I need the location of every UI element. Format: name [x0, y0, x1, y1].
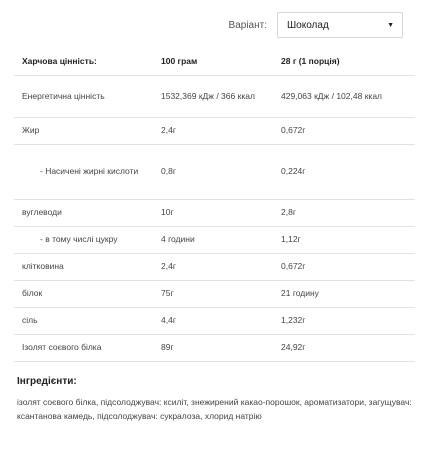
ingredients-title: Інгредієнти:: [17, 376, 77, 387]
table-row: [14, 280, 415, 307]
value-per-serving: 1,232г: [273, 307, 415, 334]
ingredients-text: ізолят соєвого білка, підсолоджувач: ксиліт, знежирений какао-порошок, ароматизатори, загущувач: ксантанова камедь, підсолоджувач: сукралоза, хлорид натрію: [17, 397, 412, 421]
value-per-serving: 1,12г: [273, 226, 415, 253]
ingredients-section: [17, 376, 412, 423]
nutrient-name: вуглеводи: [14, 199, 153, 226]
table-row: [14, 253, 415, 280]
nutrient-name: Енергетична цінність: [14, 75, 153, 117]
variant-selected-value: Шоколад: [287, 19, 329, 31]
table-row: [14, 144, 415, 199]
value-per-serving: 0,672г: [273, 117, 415, 144]
value-per-serving: 0,672г: [273, 253, 415, 280]
column-header-nutrient: Харчова цінність:: [14, 48, 153, 75]
nutrient-name: сіль: [14, 307, 153, 334]
value-per-100g: 0,8г: [153, 144, 273, 199]
value-per-100g: 2,4г: [153, 253, 273, 280]
table-row: [14, 226, 415, 253]
nutrient-name: Жир: [14, 117, 153, 144]
value-per-serving: 21 годину: [273, 280, 415, 307]
nutrient-name: Ізолят соєвого білка: [14, 334, 153, 361]
nutrient-name: клітковина: [14, 253, 153, 280]
column-header-per-serving: 28 г (1 порція): [273, 48, 415, 75]
value-per-serving: 2,8г: [273, 199, 415, 226]
table-row: [14, 199, 415, 226]
value-per-100g: 75г: [153, 280, 273, 307]
variant-label: Варіант:: [228, 19, 267, 31]
value-per-100g: 4 години: [153, 226, 273, 253]
value-per-serving: 0,224г: [273, 144, 415, 199]
value-per-100g: 1532,369 кДж / 366 ккал: [153, 75, 273, 117]
table-row: [14, 334, 415, 361]
value-per-serving: 24,92г: [273, 334, 415, 361]
caret-down-icon: ▼: [387, 21, 394, 29]
nutrient-name: - в тому числі цукру: [14, 226, 153, 253]
nutrition-table: [14, 48, 415, 362]
table-row: [14, 117, 415, 144]
value-per-100g: 89г: [153, 334, 273, 361]
value-per-100g: 2,4г: [153, 117, 273, 144]
value-per-serving: 429,063 кДж / 102,48 ккал: [273, 75, 415, 117]
column-header-per-100g: 100 грам: [153, 48, 273, 75]
table-row: [14, 75, 415, 117]
table-header-row: [14, 48, 415, 75]
variant-dropdown[interactable]: [277, 12, 403, 38]
variant-selector-row: [229, 12, 403, 38]
nutrient-name: - Насичені жирні кислоти: [14, 144, 153, 199]
nutrient-name: білок: [14, 280, 153, 307]
table-row: [14, 307, 415, 334]
value-per-100g: 4,4г: [153, 307, 273, 334]
value-per-100g: 10г: [153, 199, 273, 226]
